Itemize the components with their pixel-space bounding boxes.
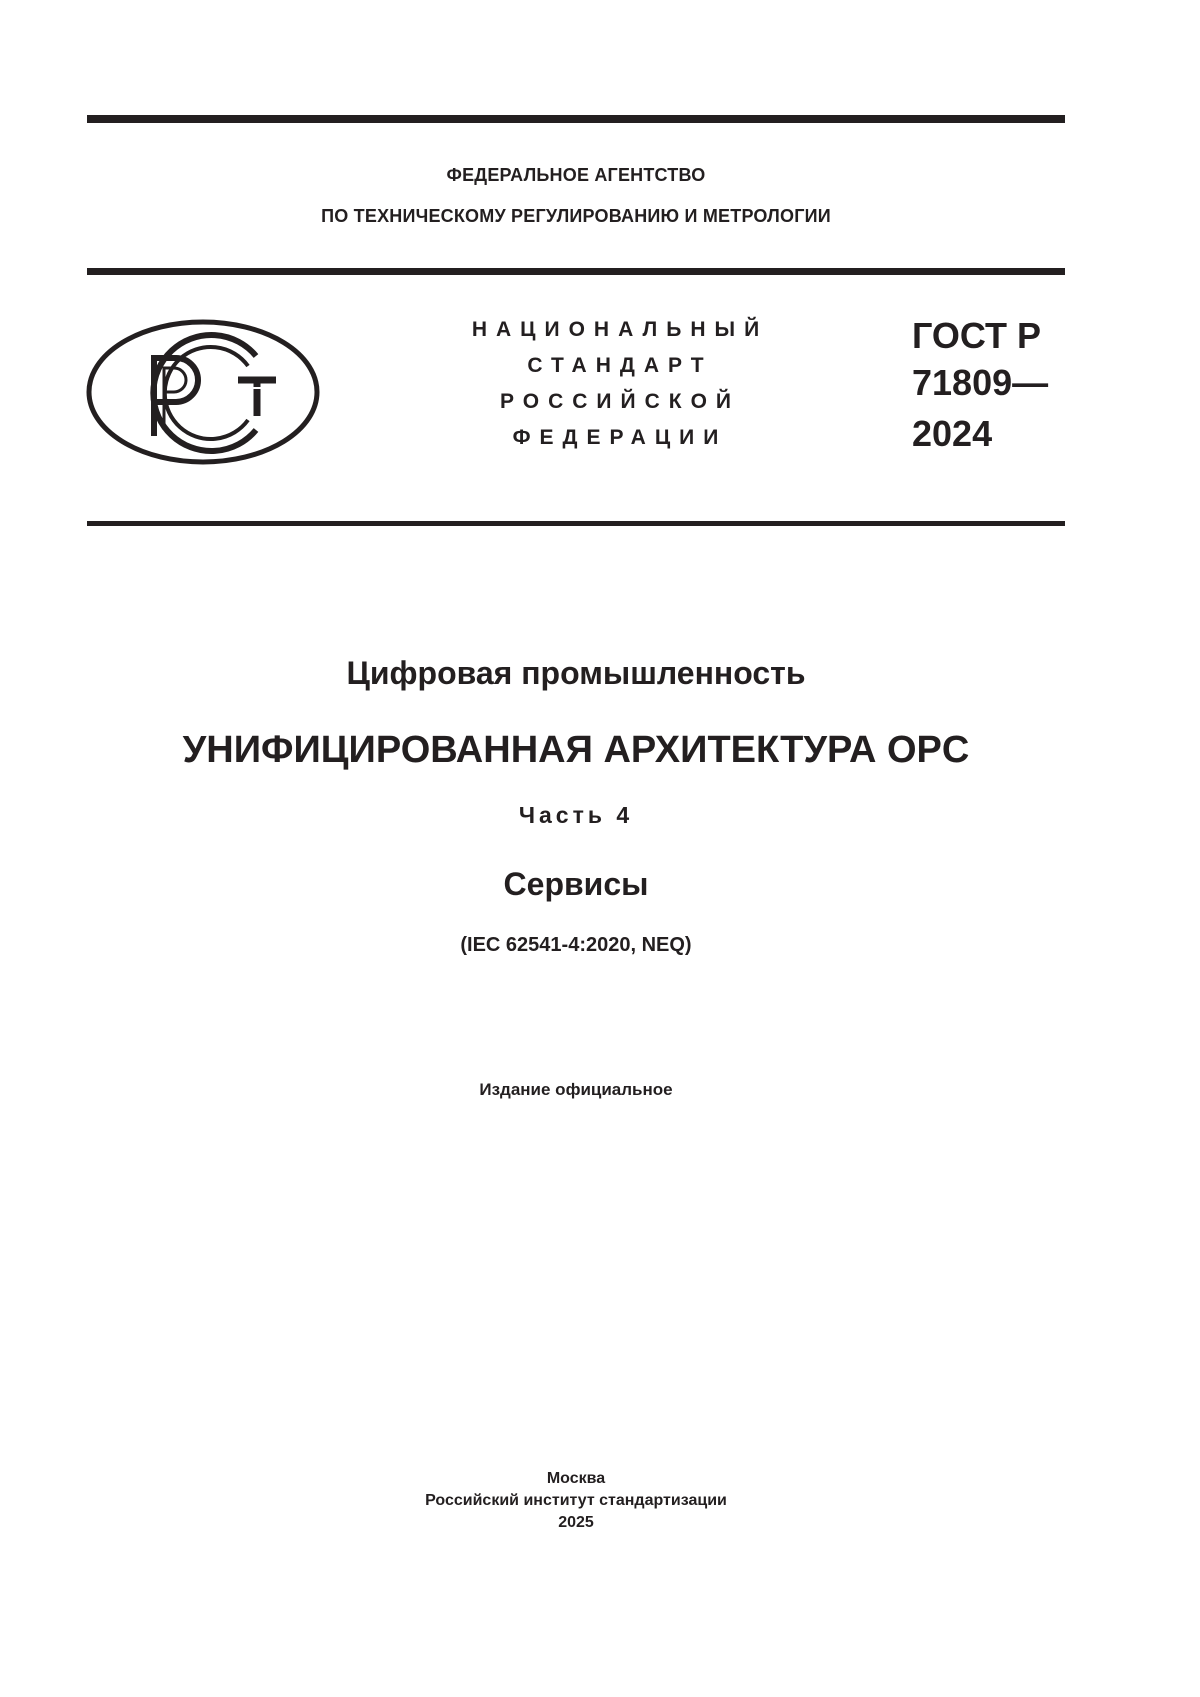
edition-label: Издание официальное — [479, 1080, 673, 1099]
rst-conformity-mark-icon — [86, 318, 320, 466]
national-standard-line-3: РОССИЙСКОЙ — [500, 390, 740, 413]
national-standard-line-4: ФЕДЕРАЦИИ — [512, 426, 728, 449]
publisher-city: Москва — [546, 1470, 606, 1487]
bottom-rule — [87, 521, 1065, 526]
series-title: Цифровая промышленность — [346, 655, 806, 691]
agency-name-line-1: ФЕДЕРАЛЬНОЕ АГЕНТСТВО — [446, 165, 706, 185]
agency-name-line-2: ПО ТЕХНИЧЕСКОМУ РЕГУЛИРОВАНИЮ И МЕТРОЛОГИИ — [321, 206, 831, 226]
national-standard-line-2: СТАНДАРТ — [527, 354, 713, 377]
standard-designation-line-2: 71809— — [912, 362, 1049, 403]
standard-designation-line-3: 2024 — [912, 413, 993, 454]
subtitle: Сервисы — [503, 866, 649, 902]
national-standard-line-1: НАЦИОНАЛЬНЫЙ — [471, 318, 769, 341]
middle-rule — [87, 268, 1065, 275]
part-number: Часть 4 — [518, 802, 634, 828]
reference-standard: (IEC 62541-4:2020, NEQ) — [460, 934, 692, 956]
standard-designation-line-1: ГОСТ Р — [912, 315, 1042, 356]
publisher-year: 2025 — [558, 1514, 594, 1531]
main-title: УНИФИЦИРОВАННАЯ АРХИТЕКТУРА OPC — [182, 729, 970, 771]
publisher-name: Российский институт стандартизации — [425, 1492, 727, 1509]
top-rule — [87, 115, 1065, 123]
